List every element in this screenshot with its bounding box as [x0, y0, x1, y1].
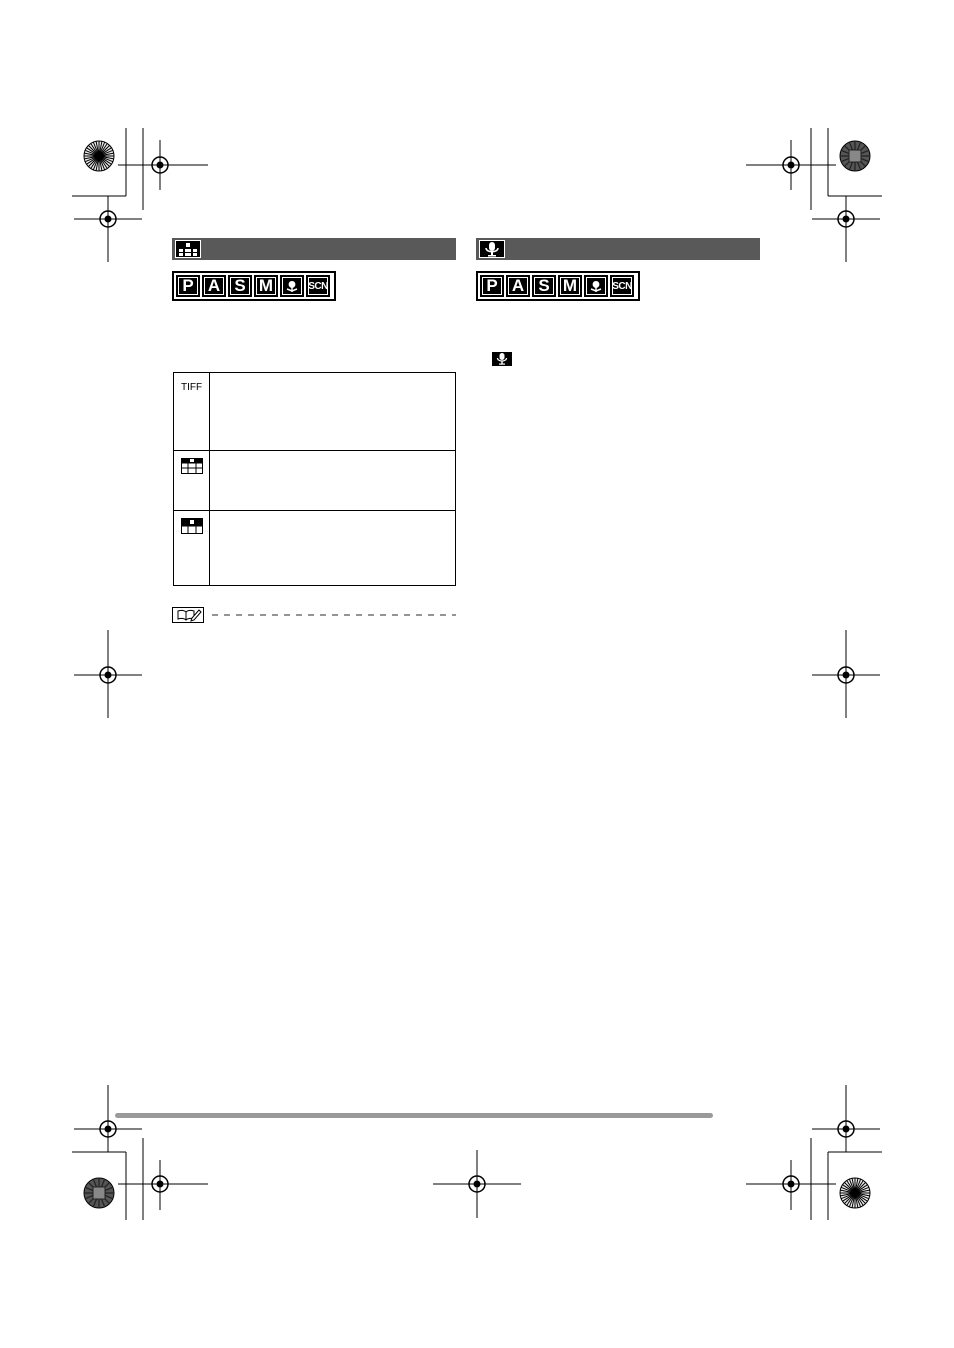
tiff-label: TIFF — [181, 382, 203, 393]
mode-s: S — [228, 275, 252, 297]
mode-scn: SCN — [610, 275, 634, 297]
standard-quality-cell — [174, 511, 210, 586]
tiff-icon — [174, 373, 210, 450]
mode-p: P — [176, 275, 200, 297]
mode-a: A — [506, 275, 530, 297]
available-modes-strip — [476, 271, 640, 301]
quality-section-header — [172, 238, 456, 260]
quality-table — [173, 372, 456, 586]
macro-mode-icon — [584, 275, 608, 297]
mode-scn: SCN — [306, 275, 330, 297]
mode-p: P — [480, 275, 504, 297]
mode-m: M — [254, 275, 278, 297]
available-modes-strip — [172, 271, 336, 301]
macro-mode-icon — [280, 275, 304, 297]
note-icon — [172, 607, 204, 623]
dashed-separator — [212, 614, 456, 616]
fine-quality-cell — [174, 451, 210, 510]
table-row — [174, 510, 455, 586]
table-row — [174, 373, 455, 450]
mode-m: M — [558, 275, 582, 297]
footer-rule — [115, 1113, 713, 1118]
table-row — [174, 450, 455, 510]
audio-recording-section-header — [476, 238, 760, 260]
quality-icon — [175, 240, 201, 258]
audio-recording-icon — [479, 240, 505, 258]
mode-a: A — [202, 275, 226, 297]
mode-s: S — [532, 275, 556, 297]
standard-quality-icon — [181, 518, 203, 534]
fine-quality-icon — [181, 458, 203, 474]
note-row — [172, 607, 456, 623]
microphone-icon — [492, 352, 512, 366]
